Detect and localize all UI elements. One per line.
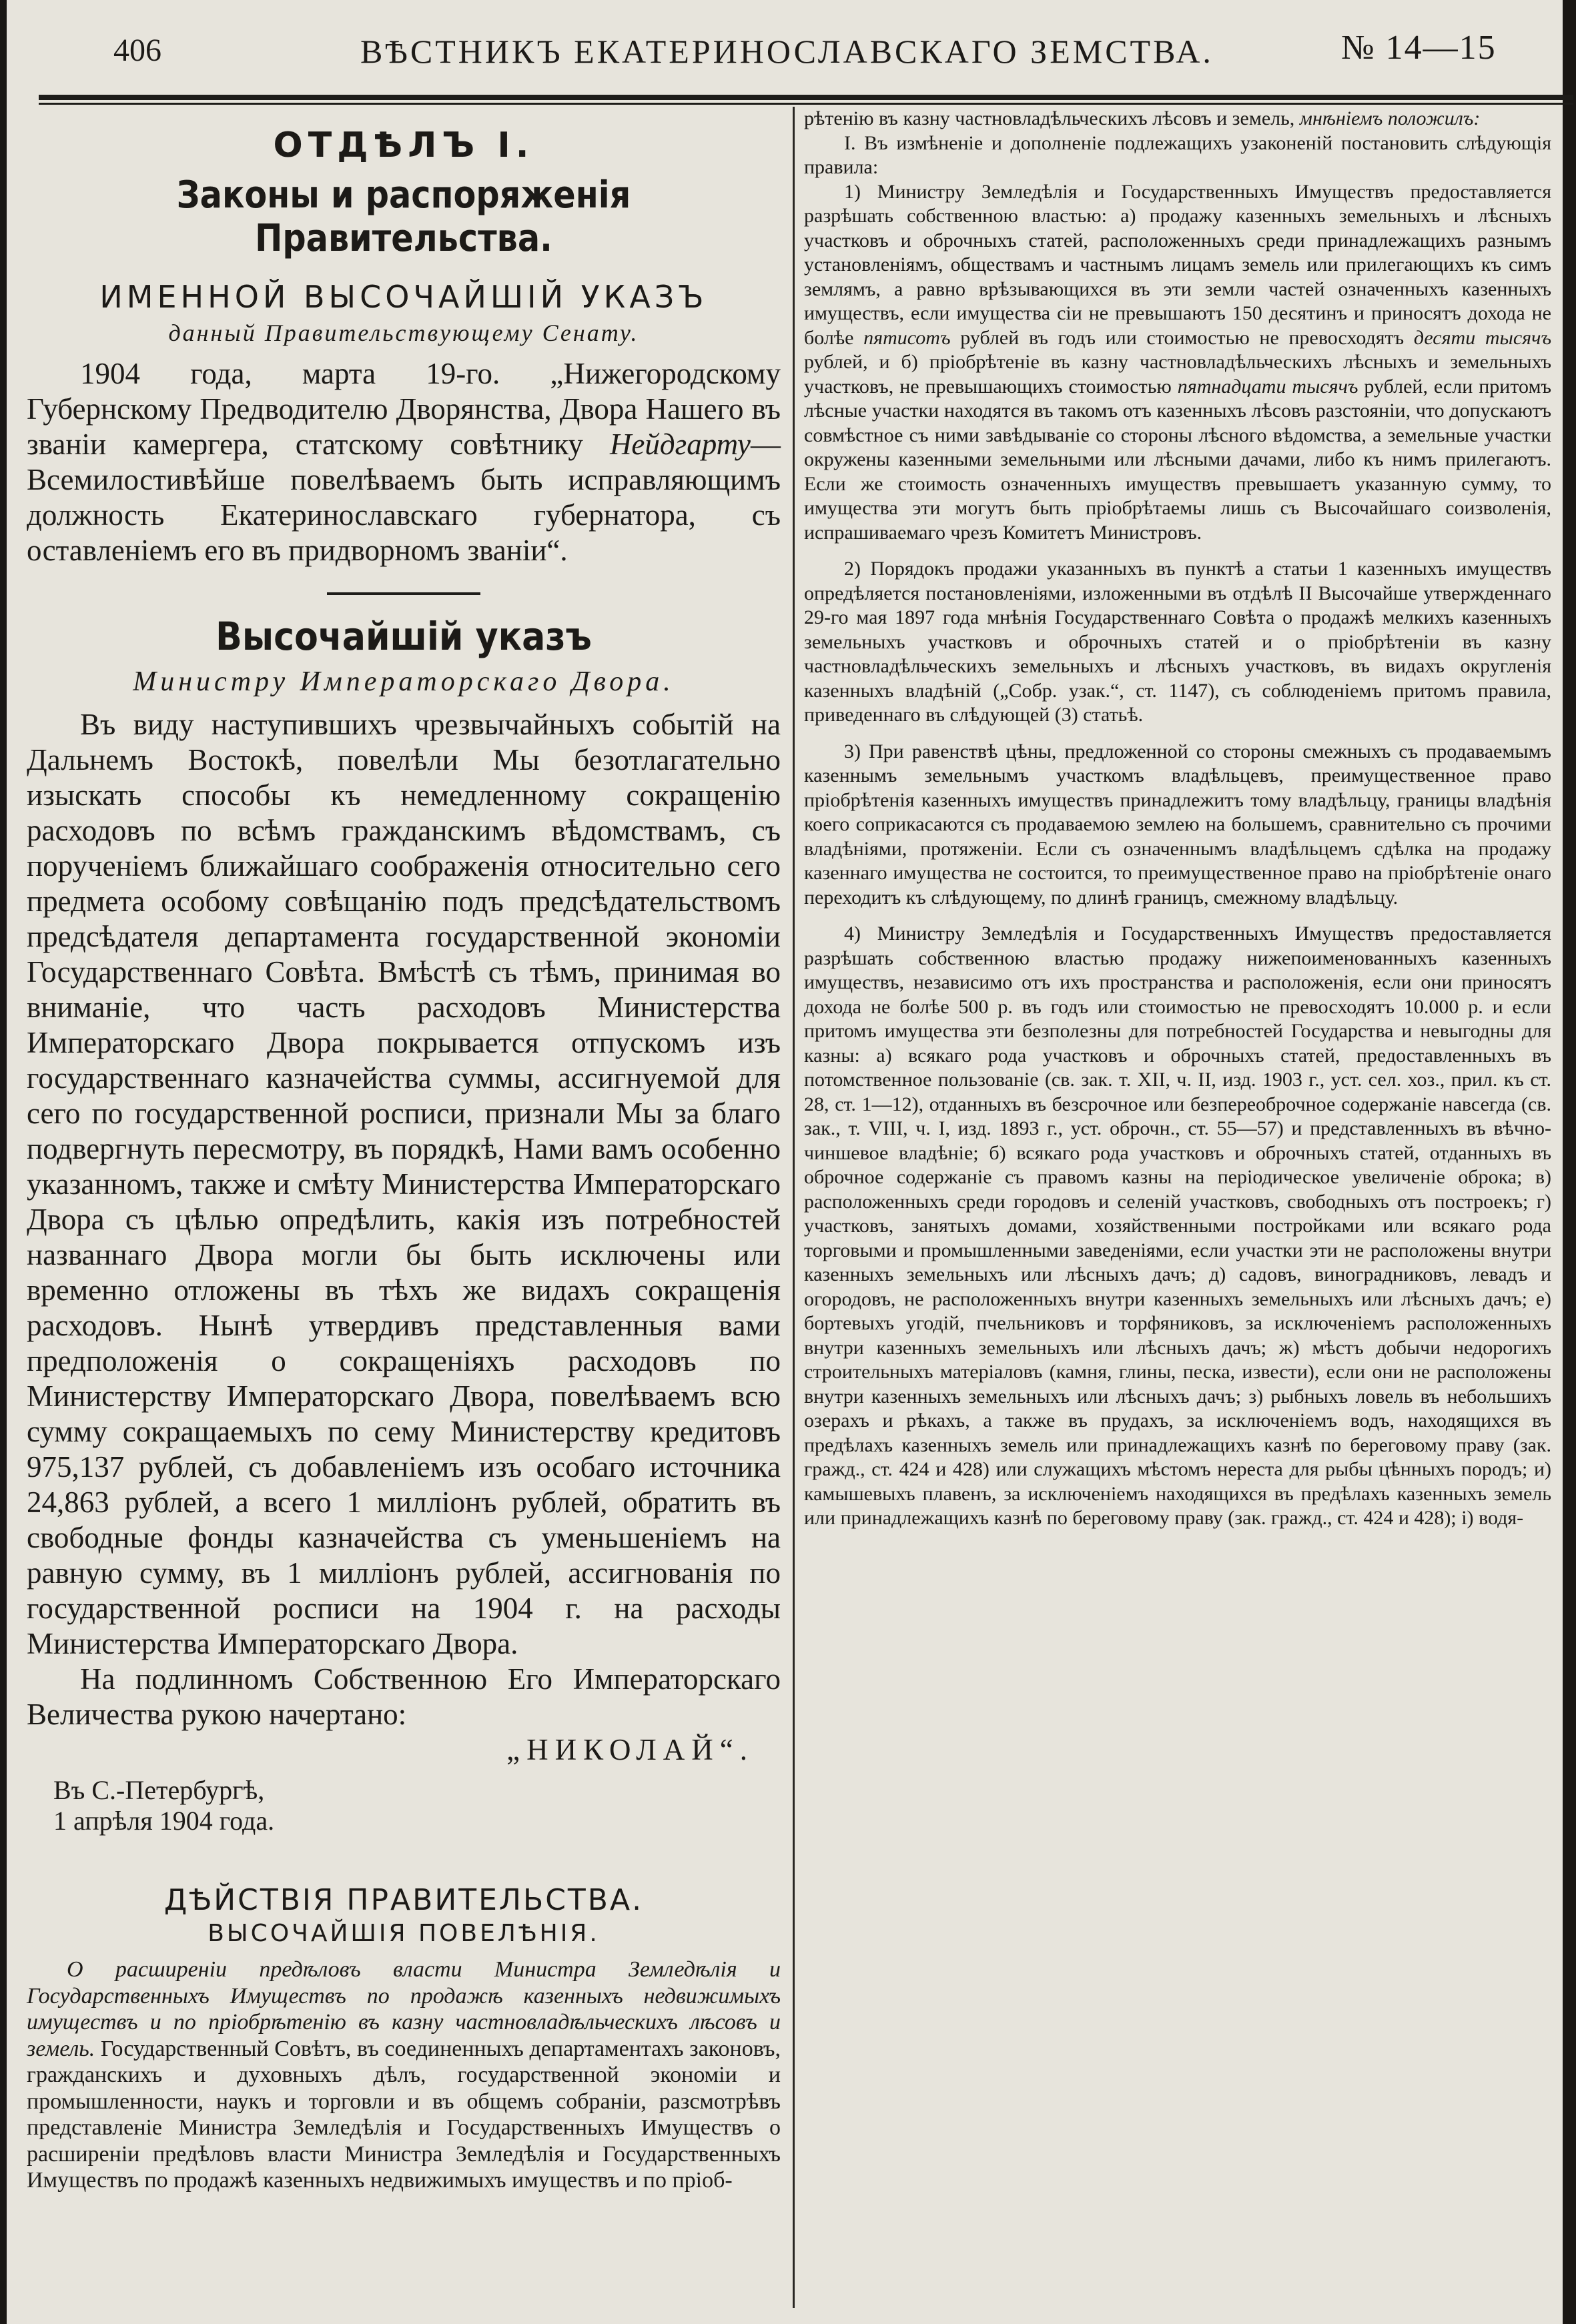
date: 1 апрѣля 1904 года. — [53, 1806, 275, 1836]
page-header — [40, 12, 1541, 79]
separator-rule — [327, 592, 480, 595]
right-column — [804, 107, 1551, 1531]
laws-heading: Законы и распоряженія Правительства. — [176, 173, 631, 260]
decree2-title: Высочайшій указъ — [216, 614, 592, 659]
header-rule-thin — [39, 103, 1573, 105]
place: Въ С.-Петербургѣ, — [53, 1775, 265, 1805]
actions-lead: О расширеніи предѣловъ власти Министра Земледѣлія и Государственныхъ Имуществъ по продажѣ казенныхъ недвижимыхъ имуществъ и по пріобрѣтенію въ казну частновладѣльческихъ лѣсовъ и земель. — [27, 1957, 781, 2061]
actions-text: О расширеніи предѣловъ власти Министра Земледѣлія и Государственныхъ Имуществъ по продажѣ казенныхъ недвижимыхъ имуществъ и по пріобрѣтенію въ казну частновладѣльческихъ лѣсовъ и земель. Государственный Совѣтъ, въ соединенныхъ департаментахъ законовъ, гражданскихъ и духовныхъ дѣлъ, государственной экономіи и промышленности, наукъ и торговли и въ общемъ собраніи, разсмотрѣвъ представленіе Министра Земледѣлія и Государственныхъ Имуществъ о расширеніи предѣловъ власти Министра Земледѣлія и Государственныхъ Имуществъ по продажѣ казенныхъ недвижимыхъ имуществъ и по пріоб- — [27, 1957, 781, 2193]
decree1-text: 1904 года, марта 19-го. „Нижегородскому Губернскому Предводителю Дворянства, Двора Нашего въ званіи камергера, статскому совѣтнику Нейдгарту—Всемилостивѣйше повелѣваемъ быть исправляющимъ должность Екатеринославскаго губернатора, съ оставленіемъ его въ придворномъ званіи“. — [27, 357, 781, 567]
issue-number: № 14—15 — [1341, 29, 1497, 67]
actions-subtitle: ВЫСОЧАЙШІЯ ПОВЕЛѢНІЯ. — [208, 1920, 600, 1947]
right-para-i: I. Въ измѣненіе и дополненіе подлежащихъ узаконеній постановить слѣдующія правила: — [804, 131, 1551, 178]
decree2-text: Въ виду наступившихъ чрезвычайныхъ событій на Дальнемъ Востокѣ, повелѣли Мы безотлагательно изыскать способы къ немедленному сокращенію расходовъ по всѣмъ гражданскимъ вѣдомствамъ, съ порученіемъ ближайшаго соображенія относительно сего предмета особому совѣщанію подъ предсѣдательствомъ предсѣдателя департамента государственной экономіи Государственнаго Совѣта. Вмѣстѣ съ тѣмъ, принимая во вниманіе, что часть расходовъ Министерства Императорскаго Двора покрывается отпускомъ изъ государственнаго казначейства суммы, ассигнуемой для сего по государственной росписи, признали Мы за благо подвергнуть пересмотру, въ порядкѣ, Нами вамъ особенно указанномъ, также и смѣту Министерства Императорскаго Двора съ цѣлью опредѣлить, какія изъ потребностей названнаго Двора могли бы быть исключены или временно отложены въ тѣхъ же видахъ сокращенія расходовъ. Нынѣ утвердивъ представленныя вами предположенія о сокращеніяхъ расходовъ по Министерству Императорскаго Двора, повелѣваемъ всю сумму сокращаемыхъ по сему Министерству кредитовъ 975,137 рублей, съ добавленіемъ изъ особаго источника 24,863 рублей, а всего 1 милліонъ рублей, обратить въ свободные фонды казначейства съ уменьшеніемъ на равную сумму, въ 1 милліонъ рублей, ассигнованія по государственной росписи на 1904 г. на расходы Министерства Императорскаго Двора. — [27, 708, 781, 1660]
decree2-subtitle: Министру Императорскаго Двора. — [133, 666, 675, 697]
right-para-4: 4) Министру Земледѣлія и Государственныхъ Имуществъ предоставляется разрѣшать собственною властью продажу нижепоименованныхъ казенныхъ имуществъ, независимо отъ ихъ пространства и расположенія, если они приносятъ дохода не болѣе 500 р. въ годъ или стоимостью не превосходятъ 10.000 р. и если притомъ имущества эти безполезны для потребностей Государства и невыгодны для казны: а) всякаго рода участковъ и оброчныхъ статей, предоставленныхъ въ потомственное пользованіе (св. зак. т. XII, ч. II, изд. 1903 г., уст. сел. хоз., прил. къ ст. 28, ст. 1—12), отданныхъ въ безсрочное или безпереоброчное содержаніе навсегда (св. зак., т. VIII, ч. I, изд. 1893 г., уст. оброчн., ст. 55—57) и представленныхъ въ вѣчно-чиншевое владѣніе; б) всякаго рода участковъ и оброчныхъ статей, отданныхъ въ оброчное содержаніе съ правомъ казны на періодическое увеличеніе оброка; в) расположенныхъ среди городовъ и селеній участковъ, свободныхъ отъ построекъ; г) участковъ, занятыхъ домами, хозяйственными постройками или всякаго рода торговыми и промышленными заведеніями, если участки эти не расположены внутри казенныхъ земельныхъ или лѣсныхъ дачъ; д) садовъ, виноградниковъ, левадъ и огородовъ, не расположенныхъ внутри казенныхъ земельныхъ или лѣсныхъ дачъ; е) бортевыхъ угодій, пчельниковъ и торфяниковъ, за исключеніемъ расположенныхъ внутри казенныхъ земельныхъ или лѣсныхъ дачъ; ж) мѣстъ добычи недорогихъ строительныхъ матеріаловъ (камня, глины, песка, извести), если они не расположены внутри казенныхъ земельныхъ или лѣсныхъ дачъ; з) рыбныхъ ловель въ небольшихъ озерахъ и рѣкахъ, а также въ прудахъ, за исключеніемъ водъ, находящихся въ предѣлахъ казенныхъ земель или принадлежащихъ казнѣ по береговому праву (зак. гражд., ст. 424 и 428) или служащихъ мѣстомъ нереста для рыбы цѣнныхъ породъ; и) камышевыхъ плавенъ, за исключеніемъ находящихся въ предѣлахъ казенныхъ земель или принадлежащихъ казнѣ по береговому праву (зак. гражд., ст. 424 и 428); і) водя- — [804, 923, 1551, 1529]
scan-edge-right — [1563, 0, 1576, 2324]
column-divider — [793, 107, 795, 2308]
actions-title: ДѢЙСТВІЯ ПРАВИТЕЛЬСТВА. — [163, 1883, 644, 1917]
signature: „НИКОЛАЙ“. — [506, 1733, 754, 1766]
section-title: ОТДѢЛЪ I. — [273, 125, 534, 165]
right-para-1: 1) Министру Земледѣлія и Государственныхъ Имуществъ предоставляется разрѣшать собственною властью: а) продажу казенныхъ земельныхъ и лѣсныхъ участковъ и оброчныхъ статей, расположенныхъ среди принадлежащихъ разнымъ установленіямъ, обществамъ и частнымъ лицамъ земель или прилегающихъ къ симъ землямъ, а равно врѣзывающихся въ эти земли частей означенныхъ казенныхъ имуществъ, если имущества сіи не превышаютъ 150 десятинъ и приносятъ дохода не болѣе пятисотъ рублей въ годъ или стоимостью не превосходятъ десяти тысячъ рублей, и б) пріобрѣтеніе въ казну частновладѣльческихъ лѣсныхъ и земельныхъ участковъ, не превышающихъ стоимостью пятнадцати тысячъ рублей, если притомъ лѣсные участки находятся въ такомъ отъ казенныхъ лѣсовъ разстояніи, что допускаютъ совмѣстное съ ними завѣдываніе со стороны лѣсного вѣдомства, а земельные участки окружены казенными земельными или лѣсными дачами, либо къ нимъ прилегаютъ. Если же стоимость означенныхъ имуществъ превышаетъ указанную сумму, то имущества эти могутъ быть пріобрѣтаемы лишь съ Высочайшаго соизволенія, испрашиваемаго чрезъ Комитетъ Министровъ. — [804, 180, 1552, 544]
decree1-title: ИМЕННОЙ ВЫСОЧАЙШІЙ УКАЗЪ — [99, 279, 708, 315]
left-column — [27, 120, 781, 2194]
header-rule — [39, 95, 1573, 100]
place-date — [53, 1775, 781, 1836]
right-para-3: 3) При равенствѣ цѣны, предложенной со стороны смежныхъ съ продаваемымъ казеннымъ земельнымъ участкомъ владѣльцевъ, преимущественное право пріобрѣтенія казенныхъ имуществъ принадлежитъ тому владѣльцу, границы владѣнія коего соприкасаются съ продаваемою землею на большемъ, сравнительно съ прочими владѣніями, протяженіи. Если съ означеннымъ владѣльцемъ сдѣлка на продажу казеннаго имущества не состоится, то преимущественное право на пріобрѣтеніе онаго переходитъ къ слѣдующему, по длинѣ границъ, смежному владѣльцу. — [804, 740, 1551, 909]
decree1-name: Нейдгарту — [609, 428, 751, 461]
scan-edge-left — [0, 0, 7, 2324]
right-intro: рѣтенію въ казну частновладѣльческихъ лѣсовъ и земель, мнѣніемъ положилъ: — [804, 107, 1481, 129]
page-number: 406 — [113, 33, 161, 68]
right-para-2: 2) Порядокъ продажи указанныхъ въ пунктѣ а статьи 1 казенныхъ имуществъ опредѣляется постановленіями, изложенными въ отдѣлѣ II Высочайше утвержденнаго 29-го мая 1897 года мнѣнія Государственнаго Совѣта о продажѣ мелкихъ казенныхъ земельныхъ участковъ и оброчныхъ статей и о пріобрѣтеніи въ казну частновладѣльческихъ земельныхъ и лѣсныхъ участковъ, въ видахъ округленія казенныхъ владѣній („Собр. узак.“, ст. 1147), съ соблюденіемъ притомъ правила, приведеннаго въ слѣдующей (3) статьѣ. — [804, 558, 1551, 726]
journal-title: ВѢСТНИКЪ ЕКАТЕРИНОСЛАВСКАГО ЗЕМСТВА. — [360, 33, 1214, 70]
signature-note: На подлинномъ Собственною Его Императорскаго Величества рукою начертано: — [27, 1662, 781, 1731]
decree1-subtitle: данный Правительствующему Сенату. — [168, 320, 639, 346]
